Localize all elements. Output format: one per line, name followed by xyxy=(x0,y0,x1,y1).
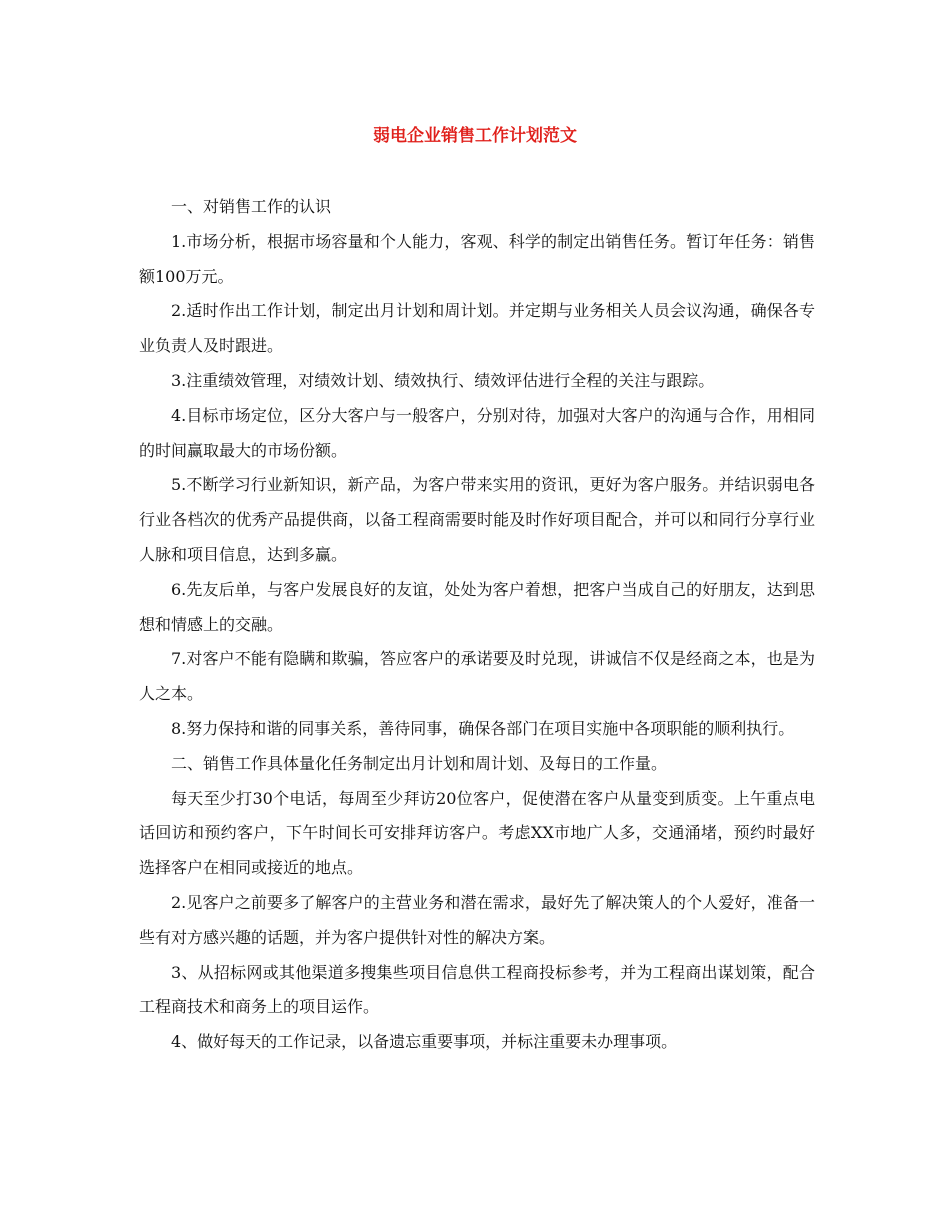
document-body xyxy=(139,190,815,1060)
paragraph-item: 7.对客户不能有隐瞒和欺骗，答应客户的承诺要及时兑现，讲诚信不仅是经商之本，也是为人之本。 xyxy=(139,649,815,704)
paragraph-item: 2.适时作出工作计划，制定出月计划和周计划。并定期与业务相关人员会议沟通，确保各专业负责人及时跟进。 xyxy=(139,301,815,356)
document-title: 弱电企业销售工作计划范文 xyxy=(373,126,577,146)
paragraph-item: 4、做好每天的工作记录，以备遗忘重要事项，并标注重要未办理事项。 xyxy=(171,1032,678,1052)
paragraph-item: 8.努力保持和谐的同事关系，善待同事，确保各部门在项目实施中各项职能的顺利执行。 xyxy=(171,718,795,738)
paragraph-item: 5.不断学习行业新知识，新产品，为客户带来实用的资讯，更好为客户服务。并结识弱电各行业各档次的优秀产品提供商，以备工程商需要时能及时作好项目配合，并可以和同行分享行业人脉和项目信息，达到多赢。 xyxy=(139,475,815,564)
paragraph-section-2-heading: 二、销售工作具体量化任务制定出月计划和周计划、及每日的工作量。 xyxy=(171,753,668,773)
paragraph-item: 1.市场分析，根据市场容量和个人能力，客观、科学的制定出销售任务。暂订年任务：销售额100万元。 xyxy=(139,231,815,286)
paragraph-item: 2.见客户之前要多了解客户的主营业务和潜在需求，最好先了解决策人的个人爱好，准备一些有对方感兴趣的话题，并为客户提供针对性的解决方案。 xyxy=(139,892,815,947)
paragraph-item: 3、从招标网或其他渠道多搜集些项目信息供工程商投标参考，并为工程商出谋划策，配合工程商技术和商务上的项目运作。 xyxy=(139,962,815,1017)
paragraph-item: 6.先友后单，与客户发展良好的友谊，处处为客户着想，把客户当成自己的好朋友，达到思想和情感上的交融。 xyxy=(139,579,815,634)
paragraph-item: 3.注重绩效管理，对绩效计划、绩效执行、绩效评估进行全程的关注与跟踪。 xyxy=(171,370,715,390)
paragraph-item: 每天至少打30个电话，每周至少拜访20位客户，促使潜在客户从量变到质变。上午重点电话回访和预约客户，下午时间长可安排拜访客户。考虑XX市地广人多，交通涌堵，预约时最好选择客户在相同或接近的地点。 xyxy=(139,788,815,878)
paragraph-section-1-heading: 一、对销售工作的认识 xyxy=(171,197,332,216)
paragraph-item: 4.目标市场定位，区分大客户与一般客户，分别对待，加强对大客户的沟通与合作，用相同的时间赢取最大的市场份额。 xyxy=(139,405,815,460)
